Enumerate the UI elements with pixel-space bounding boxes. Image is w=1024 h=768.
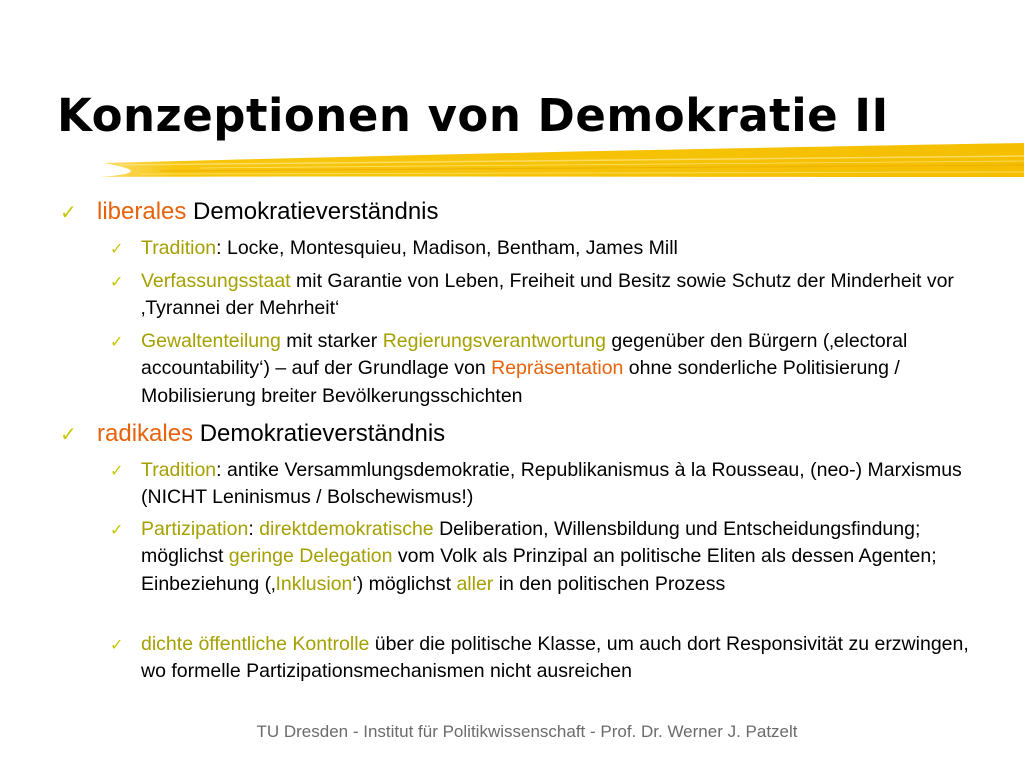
bullet-participation: ✓ Partizipation: direktdemokratische Deliberation, Willensbildung und Entscheidungsfindung; möglichst geringe Delegation vom Volk als Prinzipal an politische Eliten als dessen Agenten; Einbeziehung (‚Inklusion‘) möglichst aller in den politischen Prozess <box>110 518 937 595</box>
checkmark-icon: ✓ <box>110 272 124 291</box>
checkmark-icon: ✓ <box>110 332 124 351</box>
checkmark-icon: ✓ <box>110 461 124 480</box>
checkmark-icon: ✓ <box>60 200 77 224</box>
bullet-constitutional-state: ✓ Verfassungsstaat mit Garantie von Leben, Freiheit und Besitz sowie Schutz der Minderheit vor ‚Tyrannei der Mehrheit‘ <box>110 270 954 320</box>
bullet-liberal-tradition: ✓ Tradition: Locke, Montesquieu, Madison, Bentham, James Mill <box>141 235 971 262</box>
checkmark-icon: ✓ <box>110 520 124 539</box>
bullet-public-control: ✓ dichte öffentliche Kontrolle über die politische Klasse, um auch dort Responsivität zu erzwingen, wo formelle Partizipationsmechanismen nicht ausreichen <box>110 633 969 683</box>
bullet-radical-tradition: ✓ Tradition: antike Versammlungsdemokratie, Republikanismus à la Rousseau, (neo-) Marxismus (NICHT Leninismus / Bolschewismus!) <box>110 459 962 509</box>
bullet-separation-of-powers: ✓ Gewaltenteilung mit starker Regierungsverantwortung gegenüber den Bürgern (‚electoral accountability‘) – auf der Grundlage von Repräsentation ohne sonderliche Politisierung / Mobilisierung breiter Bevölkerungsschichten <box>110 330 908 407</box>
checkmark-icon: ✓ <box>60 422 77 446</box>
checkmark-icon: ✓ <box>110 635 124 654</box>
slide-footer: TU Dresden - Institut für Politikwissenschaft - Prof. Dr. Werner J. Patzelt <box>256 722 798 741</box>
slide-title: Konzeptionen von Demokratie II <box>57 89 889 142</box>
checkmark-icon: ✓ <box>110 239 124 258</box>
bullet-radical-understanding: ✓ radikales Demokratieverständnis <box>60 420 446 447</box>
bullet-liberal-understanding: ✓ liberales Demokratieverständnis <box>60 198 439 225</box>
